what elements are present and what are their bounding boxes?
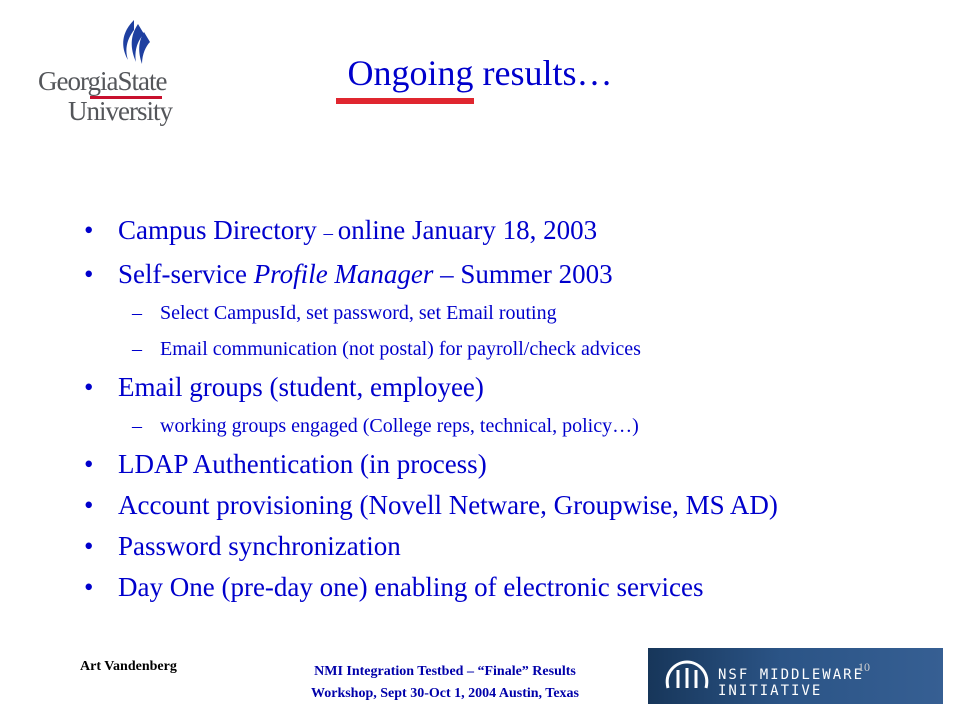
bullet-text: LDAP Authentication (in process): [118, 449, 487, 479]
bullet-text: Email groups (student, employee): [118, 372, 484, 402]
bullet-campus-directory: [80, 210, 940, 254]
bullet-email-groups: [80, 367, 940, 408]
bullet-text-rest: – Summer 2003: [433, 259, 613, 289]
bullet-text: Password synchronization: [118, 531, 401, 561]
slide-title: Ongoing results…: [347, 53, 613, 93]
bullet-profile-manager: [80, 254, 940, 295]
bullet-mark: •: [84, 372, 94, 402]
sub-bullet-mark: –: [132, 338, 142, 360]
title-underline: [336, 98, 474, 104]
bullet-dash: –: [323, 223, 338, 244]
bullet-text-lead: Campus Directory: [118, 215, 324, 245]
bullet-account-provisioning: [80, 485, 940, 526]
logo-wordmark-line2: University: [68, 96, 172, 126]
bullet-text: Account provisioning (Novell Netware, Groupwise, MS AD): [118, 490, 778, 520]
sub-bullet-text: working groups engaged (College reps, technical, policy…): [160, 415, 639, 437]
bullet-mark: •: [84, 215, 94, 245]
bullet-text: Day One (pre-day one) enabling of electronic services: [118, 572, 704, 602]
page-number: 10: [858, 660, 870, 674]
logo-wordmark-line1: GeorgiaState: [38, 66, 167, 96]
bullet-mark: •: [84, 531, 94, 561]
footer-event: [240, 661, 650, 705]
footer-event-line2: Workshop, Sept 30-Oct 1, 2004 Austin, Texas: [311, 686, 579, 701]
footer-author: Art Vandenberg: [80, 659, 177, 674]
bullet-mark: •: [84, 259, 94, 289]
bullet-text-rest: online January 18, 2003: [337, 215, 598, 245]
sub-bullet-text: Email communication (not postal) for payroll/check advices: [160, 338, 641, 360]
bullet-day-one: [80, 567, 940, 608]
nsf-banner-text: NSF MIDDLEWARE INITIATIVE: [718, 667, 865, 699]
bullet-mark: •: [84, 572, 94, 602]
bullet-mark: •: [84, 449, 94, 479]
nsf-banner: [648, 648, 943, 704]
bullet-password-sync: [80, 526, 940, 567]
sub-bullet-email-communication: [80, 331, 940, 367]
sub-bullet-working-groups: [80, 408, 940, 444]
sub-bullet-mark: –: [132, 302, 142, 324]
sub-bullet-text: Select CampusId, set password, set Email routing: [160, 302, 557, 324]
bullet-mark: •: [84, 490, 94, 520]
sub-bullet-mark: –: [132, 415, 142, 437]
nmi-logo-icon: [662, 658, 712, 694]
bullet-text-lead: Self-service: [118, 259, 254, 289]
sub-bullet-campusid: [80, 295, 940, 331]
footer-event-line1: NMI Integration Testbed – “Finale” Results: [314, 664, 576, 679]
bullet-ldap: [80, 444, 940, 485]
bullet-list: [80, 210, 940, 608]
bullet-text-italic: Profile Manager: [253, 259, 434, 289]
